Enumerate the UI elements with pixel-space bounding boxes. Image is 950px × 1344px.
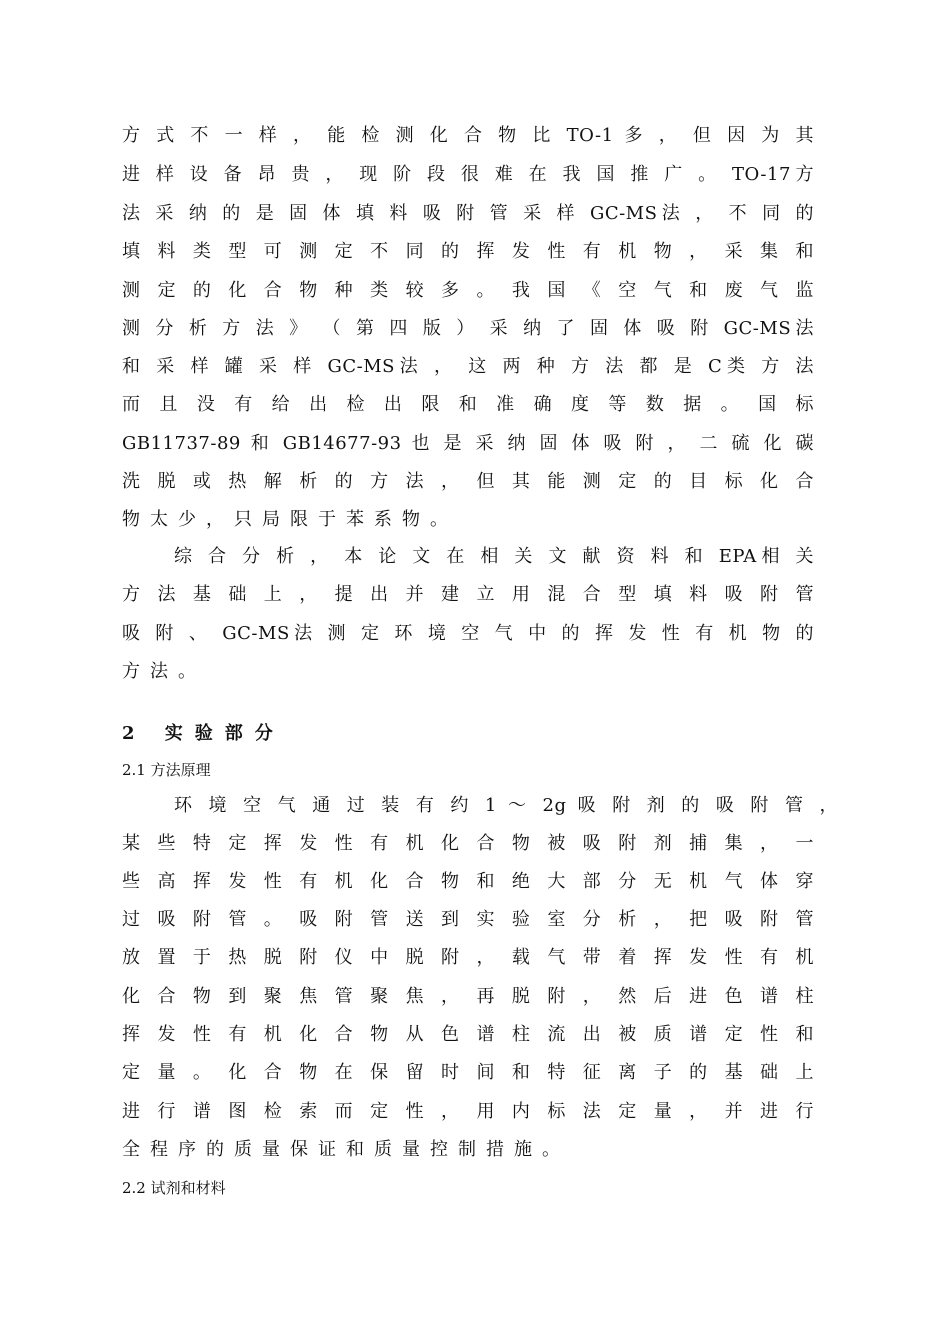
body-text-line: 过 吸 附 管 。 吸 附 管 送 到 实 验 室 分 析 ， 把 吸 附 管 bbox=[122, 909, 814, 930]
body-text-line: 法 采 纳 的 是 固 体 填 料 吸 附 管 采 样 GC-MS法 ， 不 同 的 bbox=[122, 203, 814, 224]
body-text-line: 吸 附 、 GC-MS法 测 定 环 境 空 气 中 的 挥 发 性 有 机 物 的 bbox=[122, 623, 814, 644]
body-text-line: 进 行 谱 图 检 索 而 定 性 ， 用 内 标 法 定 量 ， 并 进 行 bbox=[122, 1101, 814, 1122]
body-text-line: 定 量 。 化 合 物 在 保 留 时 间 和 特 征 离 子 的 基 础 上 bbox=[122, 1062, 814, 1083]
body-text-line: 方 式 不 一 样 ， 能 检 测 化 合 物 比 TO-1 多 ， 但 因 为 其 bbox=[122, 125, 814, 146]
body-text-line: 而 且 没 有 给 出 检 出 限 和 准 确 度 等 数 据 。 国 标 bbox=[122, 394, 814, 415]
body-text-line: 环 境 空 气 通 过 装 有 约 1 ～ 2g 吸 附 剂 的 吸 附 管 ， bbox=[174, 795, 838, 816]
body-text-line: 全程序的质量保证和质量控制措施。 bbox=[122, 1139, 570, 1160]
section-heading: 2 实验部分 bbox=[122, 723, 285, 744]
body-text-line: 填 料 类 型 可 测 定 不 同 的 挥 发 性 有 机 物 ， 采 集 和 bbox=[122, 241, 814, 262]
body-text-line: 化 合 物 到 聚 焦 管 聚 焦 ， 再 脱 附 ， 然 后 进 色 谱 柱 bbox=[122, 986, 814, 1007]
body-text-line: 放 置 于 热 脱 附 仪 中 脱 附 ， 载 气 带 着 挥 发 性 有 机 bbox=[122, 947, 814, 968]
body-text-line: 洗 脱 或 热 解 析 的 方 法 ， 但 其 能 测 定 的 目 标 化 合 bbox=[122, 471, 814, 492]
body-text-line: 测 分 析 方 法 》 （ 第 四 版 ） 采 纳 了 固 体 吸 附 GC-MS法 bbox=[122, 318, 814, 339]
subsection-heading: 2.1 方法原理 bbox=[122, 761, 211, 779]
body-text-line: 测 定 的 化 合 物 种 类 较 多 。 我 国 《 空 气 和 废 气 监 bbox=[122, 280, 814, 301]
body-text-line: 方 法 基 础 上 ， 提 出 并 建 立 用 混 合 型 填 料 吸 附 管 bbox=[122, 584, 814, 605]
body-text-line: 和 采 样 罐 采 样 GC-MS法 ， 这 两 种 方 法 都 是 C类 方 法 bbox=[122, 356, 814, 377]
body-text-line: 挥 发 性 有 机 化 合 物 从 色 谱 柱 流 出 被 质 谱 定 性 和 bbox=[122, 1024, 814, 1045]
body-text-line: 综 合 分 析 ， 本 论 文 在 相 关 文 献 资 料 和 EPA相 关 bbox=[174, 546, 814, 567]
body-text-line: 进 样 设 备 昂 贵 ， 现 阶 段 很 难 在 我 国 推 广 。 TO-17方 bbox=[122, 164, 814, 185]
body-text-line: 某 些 特 定 挥 发 性 有 机 化 合 物 被 吸 附 剂 捕 集 ， 一 bbox=[122, 833, 814, 854]
body-text-line: 些 高 挥 发 性 有 机 化 合 物 和 绝 大 部 分 无 机 气 体 穿 bbox=[122, 871, 814, 892]
body-text-line: 物太少，只局限于苯系物。 bbox=[122, 509, 458, 530]
subsection-heading: 2.2 试剂和材料 bbox=[122, 1179, 226, 1197]
body-text-line: GB11737-89 和 GB14677-93 也 是 采 纳 固 体 吸 附 ， 二 硫 化 碳 bbox=[122, 433, 814, 454]
body-text-line: 方法。 bbox=[122, 661, 206, 682]
